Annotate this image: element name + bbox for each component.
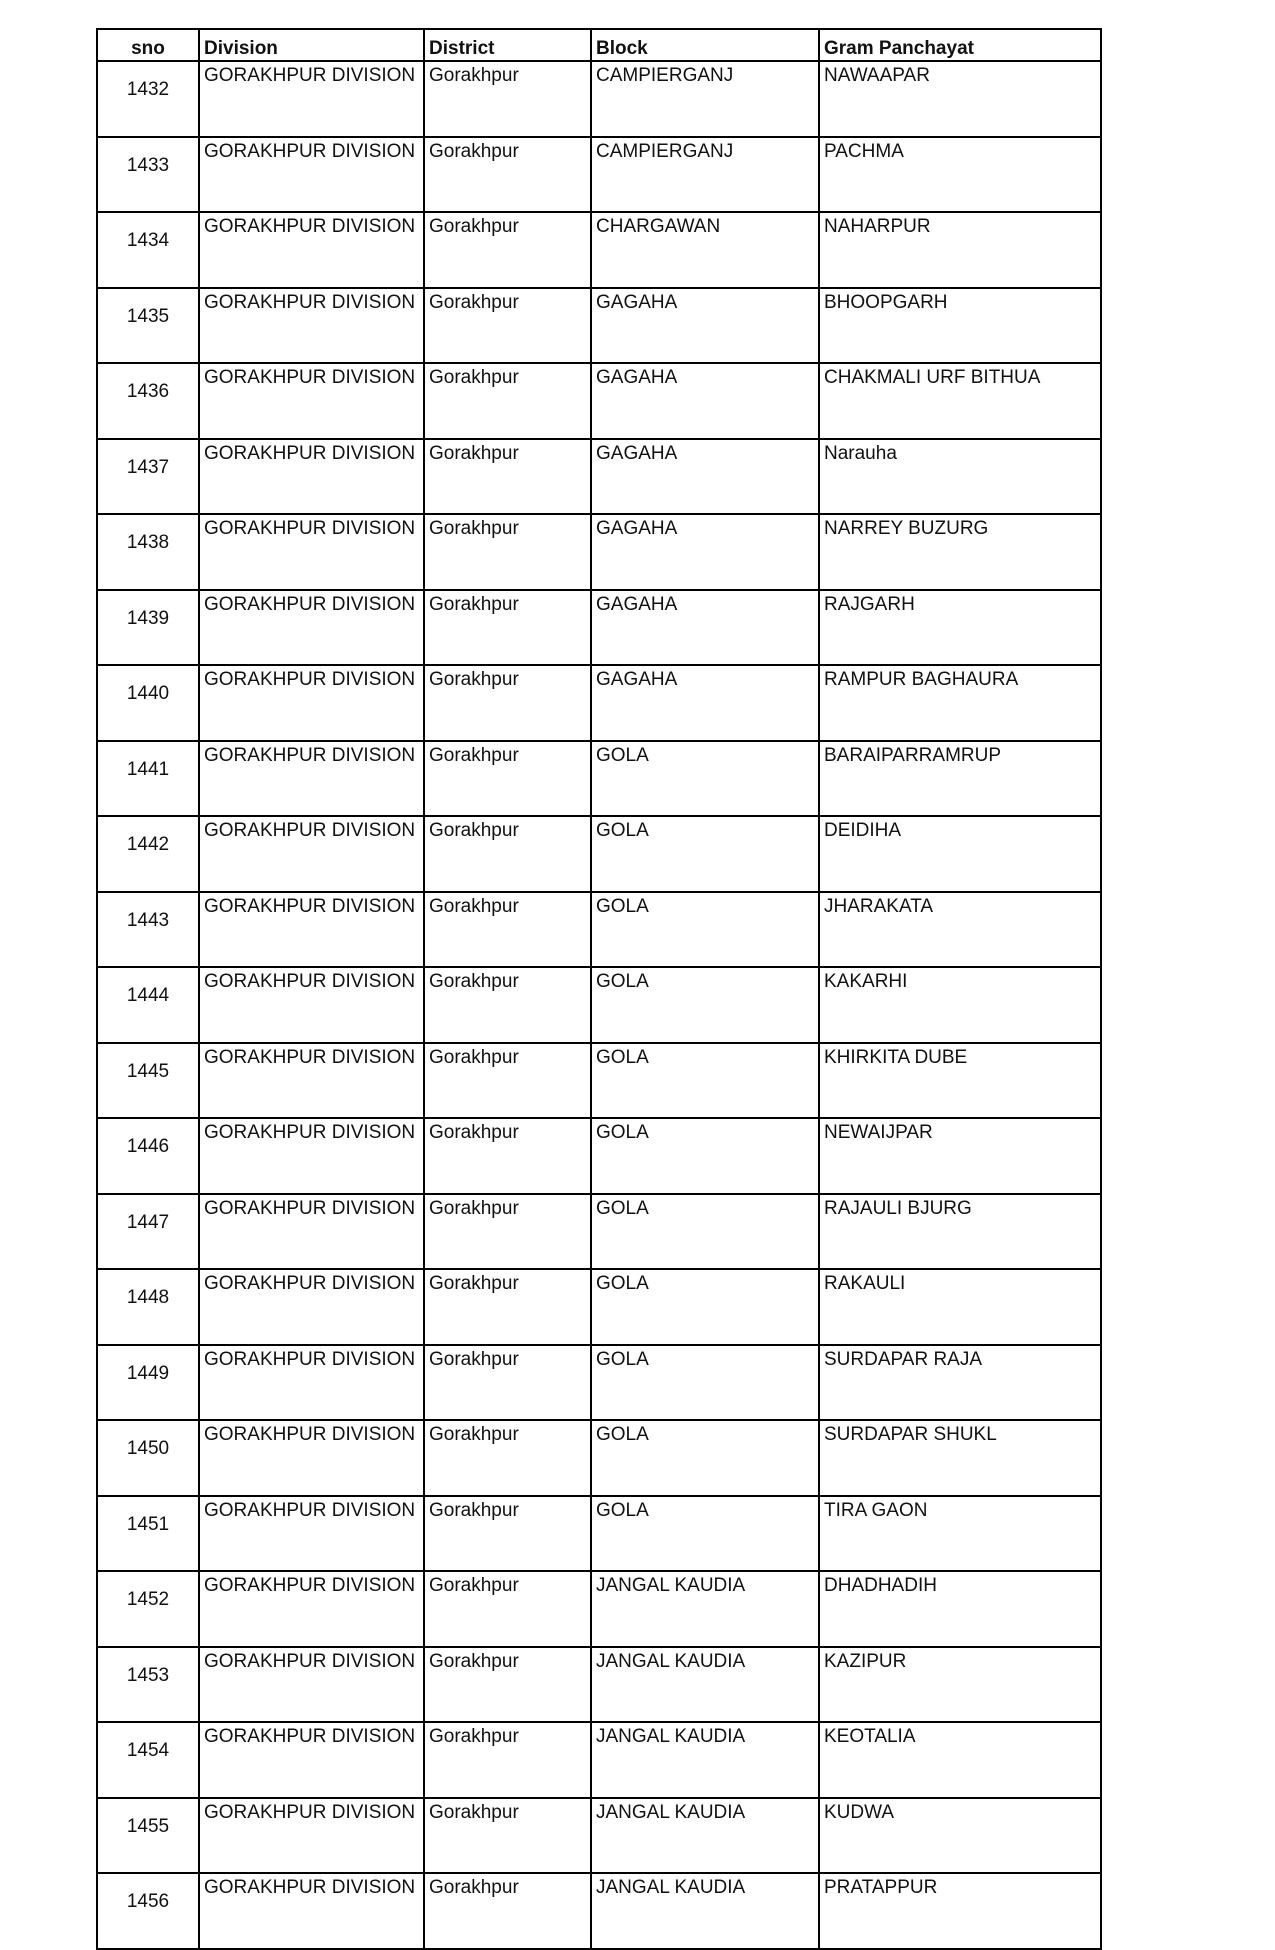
cell-division: GORAKHPUR DIVISION: [199, 439, 424, 515]
cell-division: GORAKHPUR DIVISION: [199, 590, 424, 666]
cell-sno: 1432: [97, 61, 199, 137]
cell-district: Gorakhpur: [424, 1043, 591, 1119]
cell-division: GORAKHPUR DIVISION: [199, 1798, 424, 1874]
cell-sno: 1444: [97, 967, 199, 1043]
column-header-gram-panchayat: Gram Panchayat: [819, 29, 1101, 61]
table-row: [97, 212, 1101, 288]
cell-district: Gorakhpur: [424, 967, 591, 1043]
cell-division: GORAKHPUR DIVISION: [199, 741, 424, 817]
cell-district: Gorakhpur: [424, 212, 591, 288]
cell-district: Gorakhpur: [424, 288, 591, 364]
cell-division: GORAKHPUR DIVISION: [199, 816, 424, 892]
table-header: [97, 29, 1101, 61]
cell-gram-panchayat: KEOTALIA: [819, 1722, 1101, 1798]
cell-gram-panchayat: PACHMA: [819, 137, 1101, 213]
table-row: [97, 1043, 1101, 1119]
cell-division: GORAKHPUR DIVISION: [199, 1873, 424, 1949]
cell-gram-panchayat: Narauha: [819, 439, 1101, 515]
table-row: [97, 439, 1101, 515]
cell-division: GORAKHPUR DIVISION: [199, 1118, 424, 1194]
cell-block: GOLA: [591, 967, 819, 1043]
cell-gram-panchayat: RAKAULI: [819, 1269, 1101, 1345]
cell-district: Gorakhpur: [424, 137, 591, 213]
cell-gram-panchayat: NEWAIJPAR: [819, 1118, 1101, 1194]
cell-district: Gorakhpur: [424, 1722, 591, 1798]
cell-gram-panchayat: TIRA GAON: [819, 1496, 1101, 1572]
cell-division: GORAKHPUR DIVISION: [199, 665, 424, 741]
cell-block: GOLA: [591, 1043, 819, 1119]
cell-block: CHARGAWAN: [591, 212, 819, 288]
table-row: [97, 1269, 1101, 1345]
header-row: [97, 29, 1101, 61]
cell-district: Gorakhpur: [424, 363, 591, 439]
cell-district: Gorakhpur: [424, 1420, 591, 1496]
cell-division: GORAKHPUR DIVISION: [199, 61, 424, 137]
cell-block: GOLA: [591, 1420, 819, 1496]
cell-division: GORAKHPUR DIVISION: [199, 1194, 424, 1270]
cell-sno: 1434: [97, 212, 199, 288]
cell-gram-panchayat: KAKARHI: [819, 967, 1101, 1043]
cell-sno: 1446: [97, 1118, 199, 1194]
cell-district: Gorakhpur: [424, 892, 591, 968]
cell-district: Gorakhpur: [424, 1647, 591, 1723]
cell-sno: 1449: [97, 1345, 199, 1421]
cell-gram-panchayat: KHIRKITA DUBE: [819, 1043, 1101, 1119]
cell-block: CAMPIERGANJ: [591, 137, 819, 213]
table-row: [97, 1345, 1101, 1421]
cell-sno: 1433: [97, 137, 199, 213]
cell-block: JANGAL KAUDIA: [591, 1798, 819, 1874]
cell-sno: 1445: [97, 1043, 199, 1119]
cell-gram-panchayat: DHADHADIH: [819, 1571, 1101, 1647]
cell-gram-panchayat: KAZIPUR: [819, 1647, 1101, 1723]
cell-block: GOLA: [591, 816, 819, 892]
cell-division: GORAKHPUR DIVISION: [199, 1269, 424, 1345]
table-row: [97, 1571, 1101, 1647]
cell-sno: 1440: [97, 665, 199, 741]
cell-district: Gorakhpur: [424, 1798, 591, 1874]
column-header-division: Division: [199, 29, 424, 61]
cell-division: GORAKHPUR DIVISION: [199, 1722, 424, 1798]
column-header-district: District: [424, 29, 591, 61]
table-row: [97, 967, 1101, 1043]
cell-district: Gorakhpur: [424, 816, 591, 892]
cell-gram-panchayat: RAJGARH: [819, 590, 1101, 666]
cell-division: GORAKHPUR DIVISION: [199, 892, 424, 968]
cell-sno: 1452: [97, 1571, 199, 1647]
cell-district: Gorakhpur: [424, 1118, 591, 1194]
cell-sno: 1450: [97, 1420, 199, 1496]
cell-block: GOLA: [591, 741, 819, 817]
cell-block: GOLA: [591, 1118, 819, 1194]
cell-gram-panchayat: SURDAPAR SHUKL: [819, 1420, 1101, 1496]
table-row: [97, 665, 1101, 741]
cell-sno: 1436: [97, 363, 199, 439]
cell-gram-panchayat: BHOOPGARH: [819, 288, 1101, 364]
table-row: [97, 288, 1101, 364]
column-header-block: Block: [591, 29, 819, 61]
cell-sno: 1438: [97, 514, 199, 590]
table-row: [97, 61, 1101, 137]
cell-division: GORAKHPUR DIVISION: [199, 967, 424, 1043]
cell-sno: 1456: [97, 1873, 199, 1949]
table-row: [97, 363, 1101, 439]
cell-district: Gorakhpur: [424, 61, 591, 137]
cell-gram-panchayat: RAMPUR BAGHAURA: [819, 665, 1101, 741]
gram-panchayat-table: [96, 28, 1102, 1950]
cell-district: Gorakhpur: [424, 1269, 591, 1345]
table-row: [97, 1722, 1101, 1798]
cell-block: GAGAHA: [591, 439, 819, 515]
cell-district: Gorakhpur: [424, 590, 591, 666]
cell-block: JANGAL KAUDIA: [591, 1571, 819, 1647]
cell-division: GORAKHPUR DIVISION: [199, 137, 424, 213]
cell-gram-panchayat: NARREY BUZURG: [819, 514, 1101, 590]
cell-district: Gorakhpur: [424, 1194, 591, 1270]
table-row: [97, 137, 1101, 213]
cell-sno: 1443: [97, 892, 199, 968]
cell-sno: 1437: [97, 439, 199, 515]
table-body: [97, 61, 1101, 1949]
table-row: [97, 514, 1101, 590]
cell-gram-panchayat: PRATAPPUR: [819, 1873, 1101, 1949]
table-row: [97, 1420, 1101, 1496]
cell-division: GORAKHPUR DIVISION: [199, 1043, 424, 1119]
table-row: [97, 590, 1101, 666]
table-row: [97, 892, 1101, 968]
cell-division: GORAKHPUR DIVISION: [199, 1345, 424, 1421]
cell-gram-panchayat: JHARAKATA: [819, 892, 1101, 968]
cell-division: GORAKHPUR DIVISION: [199, 1571, 424, 1647]
table-row: [97, 1118, 1101, 1194]
cell-sno: 1441: [97, 741, 199, 817]
cell-gram-panchayat: CHAKMALI URF BITHUA: [819, 363, 1101, 439]
cell-block: JANGAL KAUDIA: [591, 1647, 819, 1723]
cell-sno: 1439: [97, 590, 199, 666]
cell-block: GAGAHA: [591, 665, 819, 741]
cell-division: GORAKHPUR DIVISION: [199, 1420, 424, 1496]
cell-block: GAGAHA: [591, 288, 819, 364]
cell-district: Gorakhpur: [424, 741, 591, 817]
cell-gram-panchayat: DEIDIHA: [819, 816, 1101, 892]
cell-block: CAMPIERGANJ: [591, 61, 819, 137]
document-page: [96, 28, 1100, 1950]
cell-division: GORAKHPUR DIVISION: [199, 1496, 424, 1572]
table-row: [97, 1798, 1101, 1874]
cell-block: GOLA: [591, 1194, 819, 1270]
cell-district: Gorakhpur: [424, 665, 591, 741]
cell-block: JANGAL KAUDIA: [591, 1722, 819, 1798]
cell-block: JANGAL KAUDIA: [591, 1873, 819, 1949]
cell-division: GORAKHPUR DIVISION: [199, 288, 424, 364]
cell-sno: 1447: [97, 1194, 199, 1270]
table-row: [97, 816, 1101, 892]
table-row: [97, 1873, 1101, 1949]
cell-district: Gorakhpur: [424, 1873, 591, 1949]
cell-division: GORAKHPUR DIVISION: [199, 514, 424, 590]
cell-district: Gorakhpur: [424, 1345, 591, 1421]
cell-block: GOLA: [591, 892, 819, 968]
cell-block: GAGAHA: [591, 363, 819, 439]
cell-gram-panchayat: RAJAULI BJURG: [819, 1194, 1101, 1270]
cell-gram-panchayat: NAHARPUR: [819, 212, 1101, 288]
cell-block: GOLA: [591, 1345, 819, 1421]
cell-district: Gorakhpur: [424, 1496, 591, 1572]
cell-block: GOLA: [591, 1496, 819, 1572]
cell-sno: 1435: [97, 288, 199, 364]
cell-sno: 1451: [97, 1496, 199, 1572]
cell-block: GAGAHA: [591, 514, 819, 590]
cell-division: GORAKHPUR DIVISION: [199, 212, 424, 288]
cell-district: Gorakhpur: [424, 1571, 591, 1647]
cell-block: GAGAHA: [591, 590, 819, 666]
cell-sno: 1455: [97, 1798, 199, 1874]
cell-district: Gorakhpur: [424, 514, 591, 590]
cell-district: Gorakhpur: [424, 439, 591, 515]
column-header-sno: sno: [97, 29, 199, 61]
table-row: [97, 741, 1101, 817]
table-row: [97, 1194, 1101, 1270]
cell-division: GORAKHPUR DIVISION: [199, 363, 424, 439]
table-row: [97, 1496, 1101, 1572]
cell-gram-panchayat: SURDAPAR RAJA: [819, 1345, 1101, 1421]
cell-block: GOLA: [591, 1269, 819, 1345]
cell-gram-panchayat: NAWAAPAR: [819, 61, 1101, 137]
cell-sno: 1442: [97, 816, 199, 892]
cell-sno: 1454: [97, 1722, 199, 1798]
cell-sno: 1453: [97, 1647, 199, 1723]
cell-gram-panchayat: BARAIPARRAMRUP: [819, 741, 1101, 817]
cell-sno: 1448: [97, 1269, 199, 1345]
cell-gram-panchayat: KUDWA: [819, 1798, 1101, 1874]
cell-division: GORAKHPUR DIVISION: [199, 1647, 424, 1723]
table-row: [97, 1647, 1101, 1723]
